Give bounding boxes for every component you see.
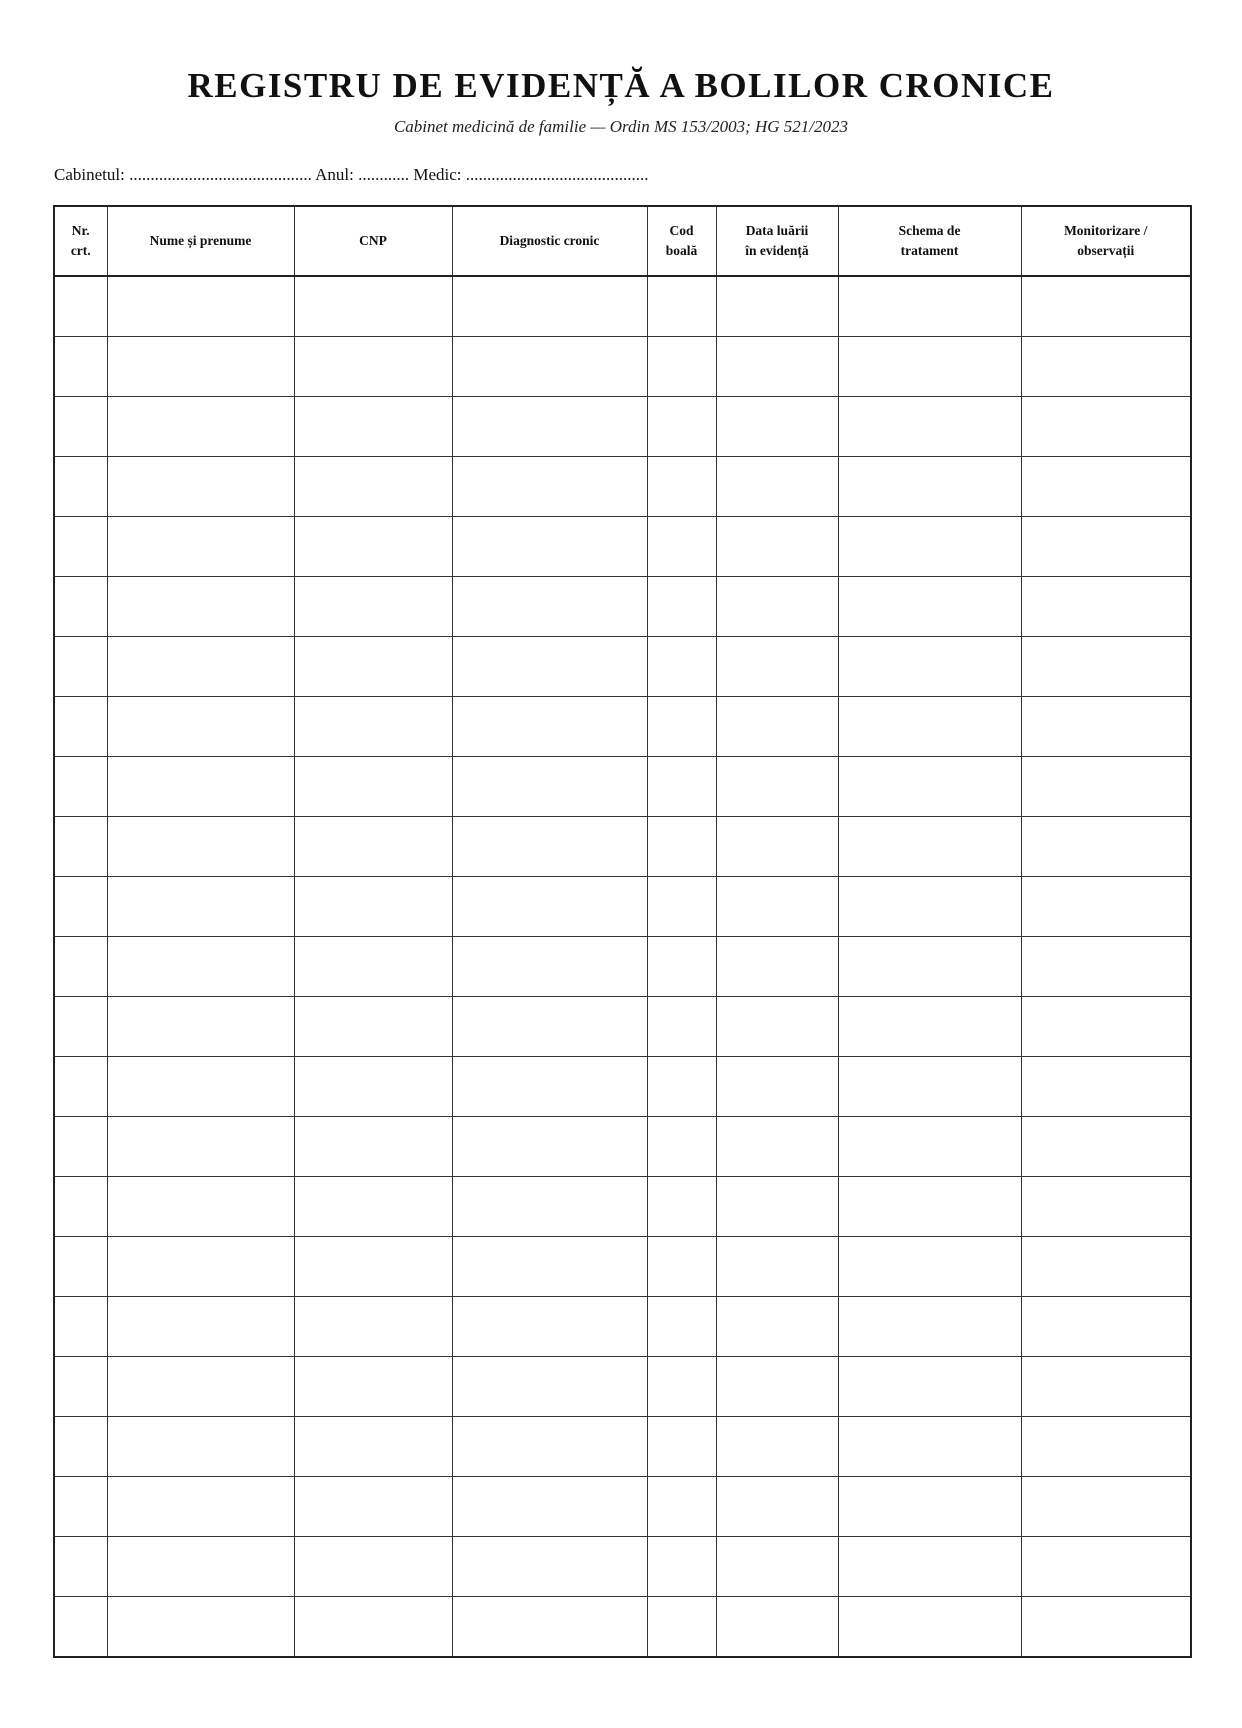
table-cell — [452, 1597, 647, 1658]
table-cell — [1021, 877, 1191, 937]
table-cell — [107, 697, 294, 757]
table-cell — [452, 457, 647, 517]
table-cell — [294, 1417, 452, 1477]
table-cell — [107, 937, 294, 997]
table-cell — [838, 757, 1021, 817]
table-row — [54, 1597, 1191, 1658]
table-cell — [452, 997, 647, 1057]
table-cell — [838, 1117, 1021, 1177]
table-cell — [716, 1057, 838, 1117]
table-cell — [1021, 1177, 1191, 1237]
table-cell — [716, 1357, 838, 1417]
table-cell — [716, 637, 838, 697]
table-cell — [1021, 637, 1191, 697]
table-row — [54, 997, 1191, 1057]
table-row — [54, 1177, 1191, 1237]
chronic-disease-register-table — [53, 205, 1192, 1658]
table-cell — [107, 1297, 294, 1357]
table-cell — [647, 877, 716, 937]
table-cell — [647, 517, 716, 577]
table-header-row — [54, 206, 1191, 276]
table-cell — [452, 337, 647, 397]
table-cell — [54, 337, 107, 397]
table-cell — [647, 1417, 716, 1477]
table-cell — [107, 517, 294, 577]
table-cell — [452, 1117, 647, 1177]
table-cell — [452, 697, 647, 757]
table-cell — [838, 1057, 1021, 1117]
table-row — [54, 1357, 1191, 1417]
column-header-monitoring-notes: Monitorizare / observații — [1021, 206, 1191, 276]
table-cell — [1021, 457, 1191, 517]
table-cell — [107, 276, 294, 337]
table-cell — [452, 937, 647, 997]
table-cell — [107, 1237, 294, 1297]
table-cell — [1021, 1357, 1191, 1417]
column-header-chronic-diagnosis: Diagnostic cronic — [452, 206, 647, 276]
register-body — [54, 276, 1191, 1657]
table-cell — [716, 517, 838, 577]
table-cell — [838, 1237, 1021, 1297]
table-cell — [452, 1237, 647, 1297]
table-cell — [54, 757, 107, 817]
table-cell — [294, 276, 452, 337]
table-cell — [294, 1477, 452, 1537]
table-cell — [647, 637, 716, 697]
table-cell — [294, 1297, 452, 1357]
table-cell — [647, 577, 716, 637]
column-header-treatment-scheme: Schema de tratament — [838, 206, 1021, 276]
table-cell — [838, 997, 1021, 1057]
table-cell — [54, 637, 107, 697]
table-cell — [838, 1177, 1021, 1237]
table-cell — [647, 697, 716, 757]
table-cell — [647, 1177, 716, 1237]
table-row — [54, 877, 1191, 937]
table-cell — [107, 1057, 294, 1117]
table-cell — [54, 997, 107, 1057]
table-cell — [452, 637, 647, 697]
table-cell — [647, 276, 716, 337]
table-cell — [452, 577, 647, 637]
table-cell — [294, 457, 452, 517]
table-row — [54, 517, 1191, 577]
table-cell — [294, 1117, 452, 1177]
table-cell — [1021, 276, 1191, 337]
table-cell — [54, 1297, 107, 1357]
table-cell — [716, 757, 838, 817]
table-cell — [838, 276, 1021, 337]
table-cell — [54, 1237, 107, 1297]
table-cell — [1021, 697, 1191, 757]
table-cell — [294, 637, 452, 697]
table-cell — [716, 457, 838, 517]
table-cell — [294, 757, 452, 817]
table-cell — [838, 1297, 1021, 1357]
table-cell — [107, 877, 294, 937]
table-cell — [1021, 757, 1191, 817]
table-cell — [716, 1177, 838, 1237]
table-cell — [452, 1477, 647, 1537]
table-row — [54, 1057, 1191, 1117]
table-cell — [838, 817, 1021, 877]
column-header-nr-crt: Nr. crt. — [54, 206, 107, 276]
table-cell — [647, 1597, 716, 1658]
table-cell — [452, 397, 647, 457]
table-cell — [107, 1537, 294, 1597]
table-cell — [838, 457, 1021, 517]
table-cell — [716, 577, 838, 637]
table-cell — [647, 1057, 716, 1117]
table-cell — [716, 997, 838, 1057]
table-cell — [716, 1537, 838, 1597]
table-cell — [54, 817, 107, 877]
table-cell — [647, 1297, 716, 1357]
table-cell — [294, 997, 452, 1057]
table-cell — [54, 1177, 107, 1237]
table-cell — [716, 337, 838, 397]
table-cell — [452, 1177, 647, 1237]
table-row — [54, 697, 1191, 757]
table-cell — [838, 877, 1021, 937]
table-cell — [452, 1297, 647, 1357]
table-cell — [838, 637, 1021, 697]
table-cell — [294, 817, 452, 877]
table-cell — [54, 1057, 107, 1117]
table-cell — [294, 1057, 452, 1117]
table-cell — [1021, 577, 1191, 637]
table-cell — [716, 877, 838, 937]
table-cell — [452, 1357, 647, 1417]
table-cell — [452, 817, 647, 877]
page-subtitle: Cabinet medicină de familie — Ordin MS 153/2003; HG 521/2023 — [393, 117, 849, 136]
table-cell — [1021, 817, 1191, 877]
table-cell — [1021, 1057, 1191, 1117]
table-cell — [294, 517, 452, 577]
table-cell — [1021, 997, 1191, 1057]
table-cell — [294, 397, 452, 457]
table-cell — [716, 397, 838, 457]
table-cell — [107, 757, 294, 817]
table-cell — [647, 397, 716, 457]
table-cell — [452, 517, 647, 577]
table-cell — [107, 337, 294, 397]
table-cell — [54, 937, 107, 997]
table-cell — [838, 1537, 1021, 1597]
table-cell — [838, 337, 1021, 397]
table-cell — [647, 757, 716, 817]
table-cell — [647, 997, 716, 1057]
table-row — [54, 817, 1191, 877]
table-cell — [54, 697, 107, 757]
table-cell — [1021, 1597, 1191, 1658]
table-row — [54, 1117, 1191, 1177]
table-cell — [107, 1417, 294, 1477]
table-cell — [54, 1597, 107, 1658]
table-cell — [54, 517, 107, 577]
table-cell — [716, 1117, 838, 1177]
table-cell — [54, 1117, 107, 1177]
table-cell — [647, 1357, 716, 1417]
table-row — [54, 1297, 1191, 1357]
table-row — [54, 937, 1191, 997]
table-cell — [54, 1477, 107, 1537]
table-cell — [294, 1357, 452, 1417]
column-header-cnp: CNP — [294, 206, 452, 276]
table-cell — [54, 1537, 107, 1597]
column-header-disease-code: Cod boală — [647, 206, 716, 276]
table-cell — [107, 1177, 294, 1237]
table-cell — [54, 1357, 107, 1417]
table-cell — [647, 937, 716, 997]
table-cell — [716, 697, 838, 757]
table-cell — [716, 1297, 838, 1357]
table-cell — [54, 877, 107, 937]
table-cell — [1021, 937, 1191, 997]
table-cell — [294, 1237, 452, 1297]
table-cell — [294, 577, 452, 637]
table-cell — [294, 697, 452, 757]
table-cell — [1021, 1237, 1191, 1297]
table-cell — [54, 577, 107, 637]
table-cell — [107, 997, 294, 1057]
table-cell — [294, 1597, 452, 1658]
table-cell — [294, 337, 452, 397]
table-row — [54, 1537, 1191, 1597]
table-cell — [294, 877, 452, 937]
table-cell — [107, 1117, 294, 1177]
table-row — [54, 1237, 1191, 1297]
table-cell — [452, 877, 647, 937]
table-cell — [647, 1537, 716, 1597]
table-cell — [838, 697, 1021, 757]
table-cell — [716, 276, 838, 337]
table-cell — [647, 1117, 716, 1177]
table-cell — [294, 937, 452, 997]
table-cell — [716, 1417, 838, 1477]
table-cell — [452, 1417, 647, 1477]
table-cell — [716, 1237, 838, 1297]
table-cell — [1021, 397, 1191, 457]
table-cell — [107, 397, 294, 457]
table-cell — [54, 276, 107, 337]
table-cell — [294, 1177, 452, 1237]
table-row — [54, 276, 1191, 337]
table-cell — [647, 1477, 716, 1537]
table-row — [54, 1477, 1191, 1537]
table-row — [54, 457, 1191, 517]
table-cell — [647, 337, 716, 397]
table-cell — [54, 1417, 107, 1477]
table-cell — [107, 1477, 294, 1537]
table-cell — [838, 397, 1021, 457]
table-cell — [838, 517, 1021, 577]
cabinet-year-doctor-fields: Cabinetul: ........................................... Anul: ............ Medic: ........................................... — [54, 165, 649, 184]
table-cell — [452, 1537, 647, 1597]
table-cell — [1021, 1537, 1191, 1597]
table-cell — [1021, 1477, 1191, 1537]
table-cell — [716, 1477, 838, 1537]
table-cell — [838, 1417, 1021, 1477]
table-cell — [54, 457, 107, 517]
table-cell — [452, 1057, 647, 1117]
table-row — [54, 337, 1191, 397]
table-cell — [294, 1537, 452, 1597]
table-cell — [1021, 1297, 1191, 1357]
table-cell — [647, 1237, 716, 1297]
table-cell — [838, 1357, 1021, 1417]
table-cell — [647, 817, 716, 877]
table-row — [54, 757, 1191, 817]
table-cell — [716, 1597, 838, 1658]
page-title: REGISTRU DE EVIDENȚĂ A BOLILOR CRONICE — [187, 66, 1055, 105]
table-cell — [1021, 1117, 1191, 1177]
column-header-registration-date: Data luării în evidență — [716, 206, 838, 276]
table-row — [54, 1417, 1191, 1477]
table-row — [54, 577, 1191, 637]
table-cell — [716, 817, 838, 877]
column-header-name: Nume și prenume — [107, 206, 294, 276]
table-cell — [107, 637, 294, 697]
table-cell — [1021, 337, 1191, 397]
table-cell — [838, 1597, 1021, 1658]
table-cell — [107, 1357, 294, 1417]
table-cell — [107, 457, 294, 517]
table-cell — [452, 276, 647, 337]
table-cell — [107, 817, 294, 877]
table-cell — [1021, 1417, 1191, 1477]
table-row — [54, 397, 1191, 457]
table-cell — [107, 1597, 294, 1658]
table-cell — [647, 457, 716, 517]
table-cell — [452, 757, 647, 817]
table-cell — [54, 397, 107, 457]
table-cell — [1021, 517, 1191, 577]
table-cell — [838, 937, 1021, 997]
table-cell — [716, 937, 838, 997]
table-cell — [838, 1477, 1021, 1537]
table-cell — [107, 577, 294, 637]
table-row — [54, 637, 1191, 697]
table-cell — [838, 577, 1021, 637]
